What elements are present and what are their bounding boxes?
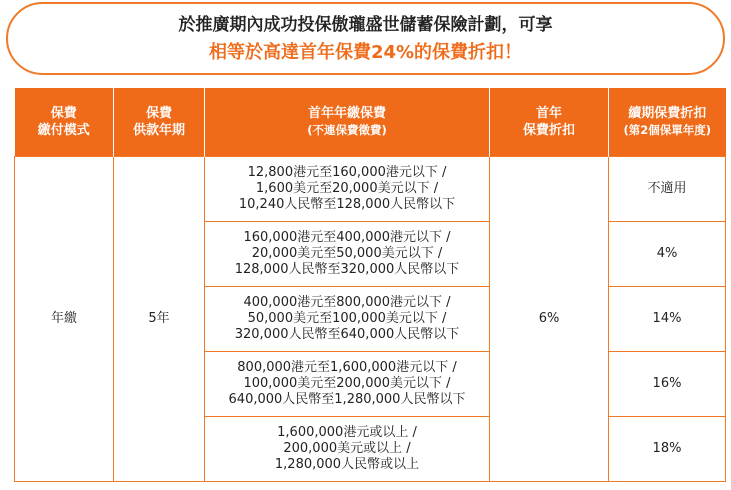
header-subline: (第2個保單年度) [623,123,711,137]
renewal-discount-cell: 14% [609,287,726,352]
range-line: 640,000人民幣至1,280,000人民幣以下 [228,392,466,407]
renewal-discount-cell: 18% [609,417,726,482]
header-line: 保費折扣 [522,123,575,138]
range-line: 320,000人民幣至640,000人民幣以下 [234,327,460,342]
payment-term-cell: 5年 [114,157,205,482]
header-line: 續期保費折扣 [628,106,707,121]
premium-discount-table [14,88,726,482]
range-line: 50,000美元至100,000美元以下 / [247,311,447,326]
header-line: 首年 [535,106,562,121]
header-line: 供款年期 [132,123,185,138]
table-row [15,157,726,222]
range-line: 12,800港元至160,000港元以下 / [247,165,447,180]
premium-range-cell [205,157,490,222]
premium-range-cell [205,417,490,482]
range-line: 128,000人民幣至320,000人民幣以下 [234,262,460,277]
header-payment-mode [15,88,114,157]
renewal-discount-cell: 4% [609,222,726,287]
header-subline: (不連保費徵費) [307,123,387,137]
payment-mode-cell: 年繳 [15,157,114,482]
range-line: 1,600美元至20,000美元以下 / [255,181,439,196]
header-line: 保費 [145,106,172,121]
first-year-discount-cell: 6% [490,157,609,482]
range-line: 800,000港元至1,600,000港元以下 / [237,360,457,375]
range-line: 100,000美元至200,000美元以下 / [243,376,451,391]
header-payment-term [114,88,205,157]
range-line: 10,240人民幣至128,000人民幣以下 [238,197,456,212]
banner-line-1: 於推廣期內成功投保傲瓏盛世儲蓄保險計劃，可享 [178,15,553,35]
header-line: 首年年繳保費 [307,106,386,121]
range-line: 400,000港元至800,000港元以下 / [243,295,451,310]
header-line: 繳付模式 [37,123,90,138]
header-first-year-discount [490,88,609,157]
range-line: 160,000港元至400,000港元以下 / [243,230,451,245]
table-header-row [15,88,726,157]
header-first-year-premium [205,88,490,157]
range-line: 200,000美元或以上 / [283,441,411,456]
renewal-discount-cell: 不適用 [609,157,726,222]
header-renewal-discount [609,88,726,157]
promo-banner [6,2,725,75]
range-line: 1,280,000人民幣或以上 [274,457,420,472]
premium-range-cell [205,352,490,417]
renewal-discount-cell: 16% [609,352,726,417]
range-line: 1,600,000港元或以上 / [277,425,417,440]
range-line: 20,000美元至50,000美元以下 / [251,246,443,261]
premium-range-cell [205,222,490,287]
header-line: 保費 [50,106,77,121]
banner-line-2: 相等於高達首年保費24%的保費折扣！ [208,42,523,63]
premium-range-cell [205,287,490,352]
